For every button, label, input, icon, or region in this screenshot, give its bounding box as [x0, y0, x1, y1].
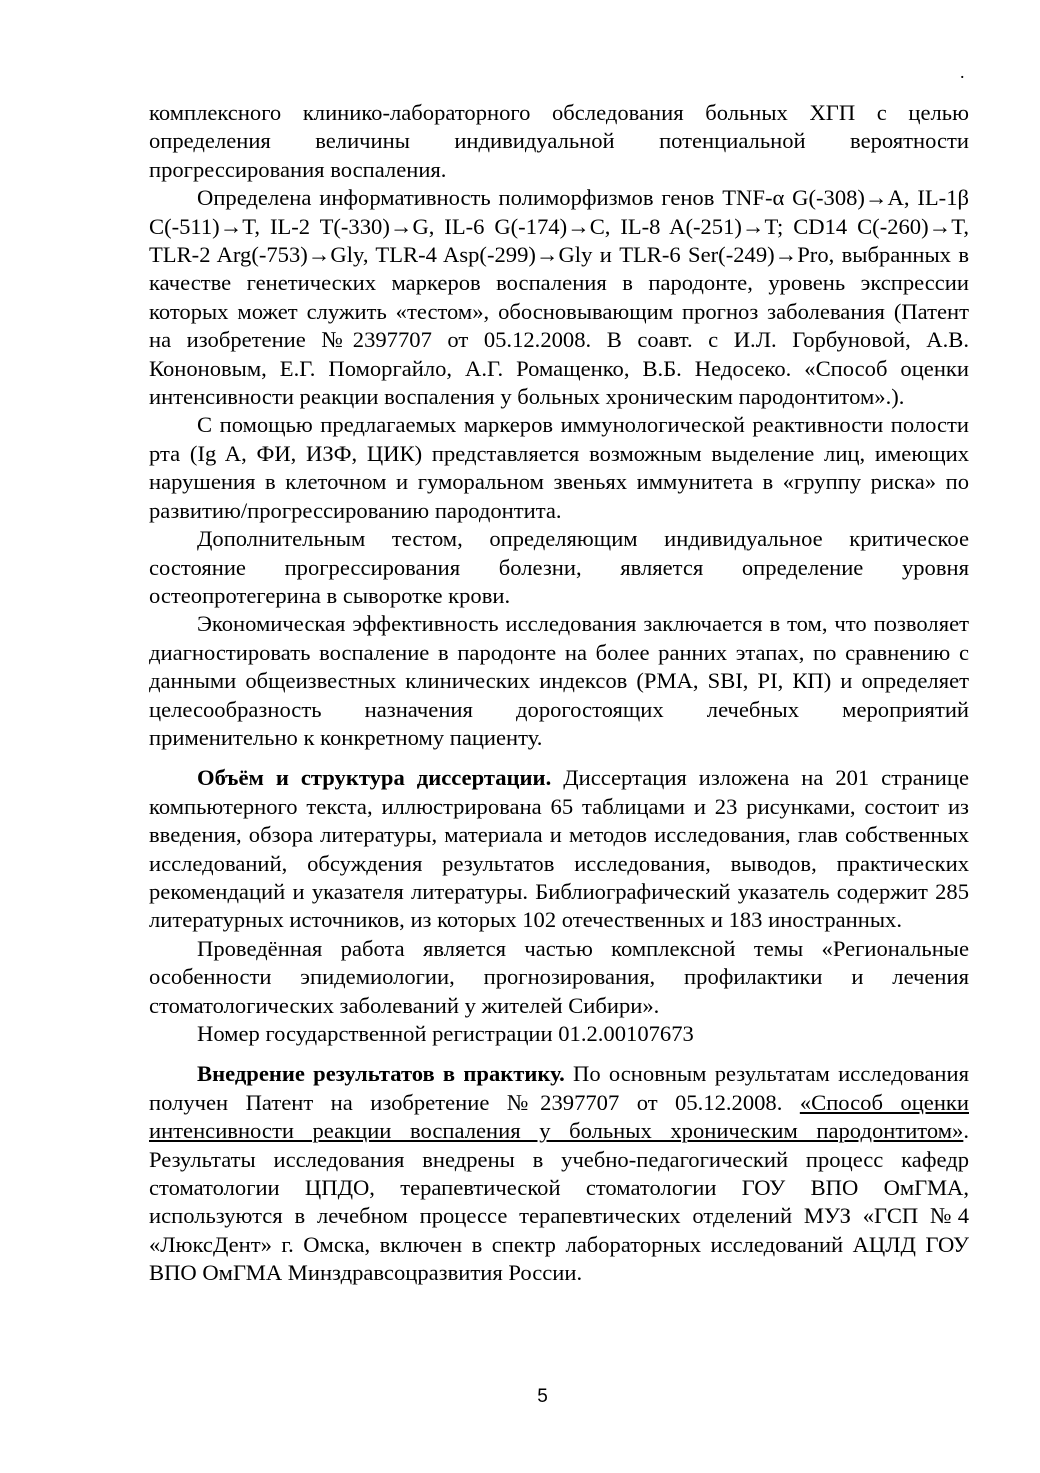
paragraph-immunological-markers: С помощью предлагаемых маркеров иммунологической реактивности полости рта (Ig A, ФИ, ИЗФ, ЦИК) представляется возможным выделение лиц, имеющих нарушения в клеточном и гуморальном звеньях иммунитета в «группу риска» по развитию/прогрессированию пародонтита. [149, 412, 969, 523]
paragraph-implementation [149, 1060, 969, 1287]
paragraph-polymorphisms: Определена информативность полиморфизмов генов TNF-α G(-308)→A, IL-1β C(-511)→T, IL-2 T(-330)→G, IL-6 G(-174)→C, IL-8 A(-251)→T; CD14 C(-260)→T, TLR-2 Arg(-753)→Gly, TLR-4 Asp(-299)→Gly и TLR-6 Ser(-249)→Pro, выбранных в качестве генетических маркеров воспаления в пародонте, уровень экспрессии которых может служить «тестом», обосновывающим прогноз заболевания (Патент на изобретение №2397707 от 05.12.2008. В соавт. с И.Л. Горбуновой, А.В. Кононовым, Е.Г. Поморгайло, А.Г. Ромащенко, В.Б. Недосеко. «Способ оценки интенсивности реакции воспаления у больных хроническим пародонтитом».). [149, 185, 969, 410]
page-number: 5 [537, 1386, 548, 1407]
structure-body: Диссертация изложена на 201 странице компьютерного текста, иллюстрирована 65 таблицами и 23 рисунками, состоит из введения, обзора литературы, материала и методов исследования, глав собственных исследований, обсуждения результатов исследования, выводов, практических рекомендаций и указателя литературы. Библиографический указатель содержит 285 литературных источников, из которых 102 отечественных и 183 иностранных. [149, 765, 969, 933]
section-heading-structure: Объём и структура диссертации. [197, 765, 552, 791]
paragraph-economic-efficiency: Экономическая эффективность исследования заключается в том, что позволяет диагностировать воспаление в пародонте на более ранних этапах, по сравнению с данными общеизвестных клинических индексов (PMA, SBI, PI, КП) и определяет целесообразность назначения дорогостоящих лечебных мероприятий применительно к конкретному пациенту. [149, 611, 969, 750]
body-text [149, 99, 969, 1288]
corner-mark: . [960, 62, 965, 82]
paragraph-dissertation-structure [149, 764, 969, 934]
implementation-body-a: По основным результатам исследования получен Патент на изобретение №2397707 от 05.12.2008. [149, 1061, 970, 1115]
section-heading-implementation: Внедрение результатов в практику. [197, 1061, 565, 1087]
paragraph-research-theme: Проведённая работа является частью комплексной темы «Региональные особенности эпидемиологии, прогнозирования, профилактики и лечения стоматологических заболеваний у жителей Сибири». [149, 935, 969, 1018]
paragraph-continuation: комплексного клинико-лабораторного обследования больных ХГП с целью определения величины индивидуальной потенциальной вероятности прогрессирования воспаления. [149, 100, 969, 182]
implementation-body-b: . Результаты исследования внедрены в учебно-педагогический процесс кафедр стоматологии ЦПДО, терапевтической стоматологии ГОУ ВПО ОмГМА, используются в лечебном процессе терапевтических отделений МУЗ «ГСП №4 «ЛюксДент» г. Омска, включен в спектр лабораторных исследований АЦЛД ГОУ ВПО ОмГМА Минздравсоцразвития России. [149, 1118, 969, 1286]
paragraph-registration-number: Номер государственной регистрации 01.2.00107673 [197, 1021, 694, 1046]
paragraph-osteoprotegerin: Дополнительным тестом, определяющим индивидуальное критическое состояние прогрессирования болезни, является определение уровня остеопротегерина в сыворотке крови. [149, 526, 969, 608]
patent-title-underlined: «Способ оценки интенсивности реакции воспаления у больных хроническим пародонтитом» [149, 1089, 969, 1144]
